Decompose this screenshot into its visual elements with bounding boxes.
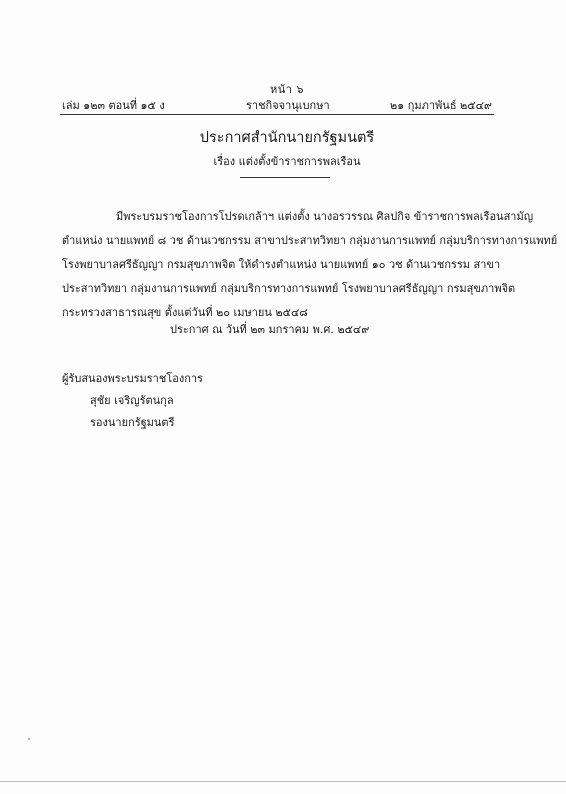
document-title: ประกาศสำนักนายกรัฐมนตรี [199,130,375,146]
announcement-body [62,205,558,325]
countersign-block [62,368,203,434]
scan-speck [28,738,30,740]
body-line: ตำแหน่ง นายแพทย์ ๘ วช ด้านเวชกรรม สาขาประสาทวิทยา กลุ่มงานการแพทย์ กลุ่มบริการทางการแพทย์ [62,234,558,247]
body-line: ประสาทวิทยา กลุ่มงานการแพทย์ กลุ่มบริการทางการแพทย์ โรงพยาบาลศรีธัญญา กรมสุขภาพจิต [62,282,516,295]
document-subject: เรื่อง แต่งตั้งข้าราชการพลเรือน [213,155,361,168]
announcement-date: ประกาศ ณ วันที่ ๒๓ มกราคม พ.ศ. ๒๕๔๙ [170,323,370,336]
page-bottom-edge [0,781,566,782]
title-divider [240,177,330,178]
body-line: โรงพยาบาลศรีธัญญา กรมสุขภาพจิต ให้ดำรงตำแหน่ง นายแพทย์ ๑๐ วช ด้านเวชกรรม สาขา [62,258,501,271]
gazette-header [62,96,492,112]
countersign-position: รองนายกรัฐมนตรี [90,416,175,429]
body-line: กระทรวงสาธารณสุข ตั้งแต่วันที่ ๒๐ เมษายน ๒๕๔๘ [62,306,308,319]
countersign-name: สุชัย เจริญรัตนกุล [90,394,174,407]
volume-issue: เล่ม ๑๒๓ ตอนที่ ๑๕ ง [62,99,165,112]
countersign-label: ผู้รับสนองพระบรมราชโองการ [62,372,203,385]
header-divider [60,114,494,115]
page-number: หน้า ๖ [270,83,304,96]
body-line: มีพระบรมราชโองการโปรดเกล้าฯ แต่งตั้ง นางอรวรรณ ศิลปกิจ ข้าราชการพลเรือนสามัญ [116,210,534,223]
publication-name: ราชกิจจานุเบกษา [246,99,330,112]
publication-date: ๒๑ กุมภาพันธ์ ๒๕๔๙ [389,99,492,112]
